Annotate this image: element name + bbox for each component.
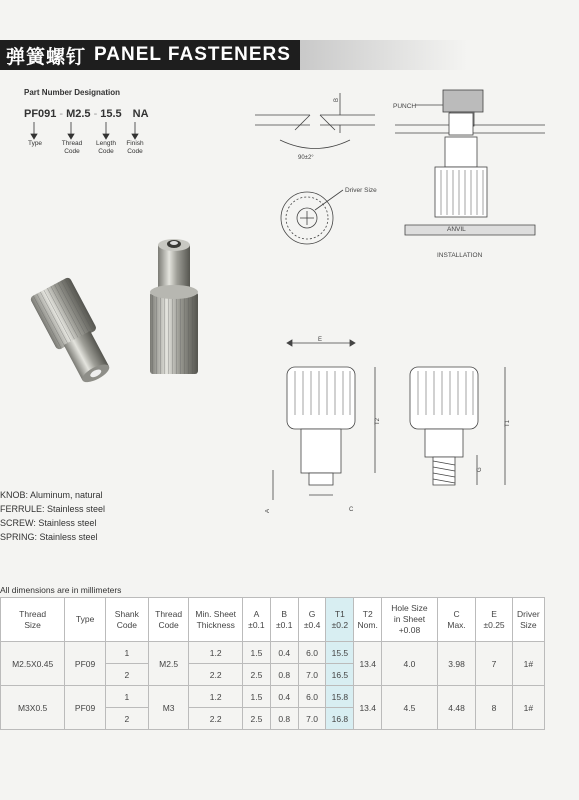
th-min-sheet: Min. Sheet Thickness bbox=[189, 598, 243, 642]
cell-a: 2.5 bbox=[242, 664, 270, 686]
cell-shank: 1 bbox=[105, 642, 148, 664]
table-header-row bbox=[1, 598, 545, 642]
cell-shank: 2 bbox=[105, 708, 148, 730]
title-en: PANEL FASTENERS bbox=[94, 44, 291, 65]
fastener-standing-icon bbox=[150, 239, 198, 374]
cell-t1: 15.5 bbox=[326, 642, 354, 664]
cell-thread-size: M3X0.5 bbox=[1, 686, 65, 730]
pn-thread: M2.5 bbox=[66, 108, 91, 120]
th-b: B ±0.1 bbox=[270, 598, 298, 642]
dimensions-note: All dimensions are in millimeters bbox=[0, 585, 122, 595]
fastener-lying-icon bbox=[29, 276, 118, 389]
cell-e: 8 bbox=[476, 686, 512, 730]
cell-b: 0.8 bbox=[270, 664, 298, 686]
th-hole-size: Hole Size in Sheet +0.08 bbox=[382, 598, 438, 642]
specs-table bbox=[0, 597, 545, 730]
cell-a: 1.5 bbox=[242, 642, 270, 664]
cell-g: 6.0 bbox=[298, 642, 326, 664]
th-g: G ±0.4 bbox=[298, 598, 326, 642]
pn-separator: - bbox=[93, 108, 98, 120]
cell-b: 0.8 bbox=[270, 708, 298, 730]
th-type: Type bbox=[65, 598, 106, 642]
table-row bbox=[1, 686, 545, 708]
cell-g: 7.0 bbox=[298, 664, 326, 686]
cell-t1: 15.8 bbox=[326, 686, 354, 708]
cell-b: 0.4 bbox=[270, 686, 298, 708]
angle-diagram bbox=[250, 85, 380, 165]
label-punch: PUNCH bbox=[393, 103, 417, 110]
th-driver-size: Driver Size bbox=[512, 598, 544, 642]
cell-a: 1.5 bbox=[242, 686, 270, 708]
material-knob: KNOB: Aluminum, natural bbox=[0, 490, 103, 500]
cell-hole: 4.0 bbox=[382, 642, 438, 686]
driver-size-diagram bbox=[275, 180, 395, 250]
label-a: A bbox=[265, 508, 271, 513]
cell-c: 4.48 bbox=[437, 686, 476, 730]
pn-label-type: Type bbox=[27, 140, 43, 147]
cell-a: 2.5 bbox=[242, 708, 270, 730]
cell-c: 3.98 bbox=[437, 642, 476, 686]
label-anvil: ANVIL bbox=[447, 226, 466, 233]
cell-driver: 1# bbox=[512, 686, 544, 730]
label-installation: INSTALLATION bbox=[437, 252, 483, 259]
cell-thread-code: M3 bbox=[148, 686, 189, 730]
pn-separator: - bbox=[59, 108, 64, 120]
pn-label-thread: Thread Code bbox=[61, 140, 83, 155]
pn-arrows bbox=[0, 120, 160, 142]
cell-type: PF09 bbox=[65, 642, 106, 686]
th-thread-size: Thread Size bbox=[1, 598, 65, 642]
cell-type: PF09 bbox=[65, 686, 106, 730]
label-c: C bbox=[349, 507, 354, 513]
cell-b: 0.4 bbox=[270, 642, 298, 664]
pn-length: 15.5 bbox=[100, 108, 122, 120]
material-spring: SPRING: Stainless steel bbox=[0, 532, 98, 542]
label-e: E bbox=[318, 337, 323, 343]
label-driver-size: Driver Size bbox=[345, 187, 377, 194]
cell-thread-code: M2.5 bbox=[148, 642, 189, 686]
cell-driver: 1# bbox=[512, 642, 544, 686]
cell-t2: 13.4 bbox=[354, 642, 382, 686]
cell-hole: 4.5 bbox=[382, 686, 438, 730]
product-photo bbox=[0, 230, 230, 390]
cell-shank: 2 bbox=[105, 664, 148, 686]
cell-t2: 13.4 bbox=[354, 686, 382, 730]
pn-type: PF091 bbox=[24, 108, 57, 120]
label-t2: T2 bbox=[375, 417, 381, 425]
part-number-heading: Part Number Designation bbox=[24, 88, 121, 97]
dimension-diagrams bbox=[265, 335, 555, 520]
th-c: C Max. bbox=[437, 598, 476, 642]
cell-thread-size: M2.5X0.45 bbox=[1, 642, 65, 686]
material-ferrule: FERRULE: Stainless steel bbox=[0, 504, 106, 514]
cell-shank: 1 bbox=[105, 686, 148, 708]
table-row bbox=[1, 642, 545, 664]
th-shank-code: Shank Code bbox=[105, 598, 148, 642]
cell-g: 6.0 bbox=[298, 686, 326, 708]
cell-min-sheet: 1.2 bbox=[189, 686, 243, 708]
installation-diagram bbox=[385, 85, 565, 265]
cell-min-sheet: 1.2 bbox=[189, 642, 243, 664]
label-g: G bbox=[477, 467, 483, 472]
pn-label-length: Length Code bbox=[96, 140, 116, 155]
label-t1: T1 bbox=[505, 419, 511, 427]
th-t1: T1 ±0.2 bbox=[326, 598, 354, 642]
cell-min-sheet: 2.2 bbox=[189, 664, 243, 686]
page-header bbox=[0, 40, 300, 70]
label-b: B bbox=[334, 97, 340, 102]
th-t2: T2 Nom. bbox=[354, 598, 382, 642]
th-thread-code: Thread Code bbox=[148, 598, 189, 642]
cell-e: 7 bbox=[476, 642, 512, 686]
th-e: E ±0.25 bbox=[476, 598, 512, 642]
cell-t1: 16.8 bbox=[326, 708, 354, 730]
label-angle: 90±2° bbox=[298, 155, 314, 161]
header-fade-decoration bbox=[300, 40, 579, 70]
title-cn: 弹簧螺钉 bbox=[6, 45, 87, 68]
cell-g: 7.0 bbox=[298, 708, 326, 730]
cell-min-sheet: 2.2 bbox=[189, 708, 243, 730]
th-a: A ±0.1 bbox=[242, 598, 270, 642]
pn-finish: NA bbox=[132, 108, 149, 120]
pn-label-finish: Finish Code bbox=[126, 140, 144, 155]
cell-t1: 16.5 bbox=[326, 664, 354, 686]
material-screw: SCREW: Stainless steel bbox=[0, 518, 97, 528]
part-number-example bbox=[24, 108, 152, 120]
